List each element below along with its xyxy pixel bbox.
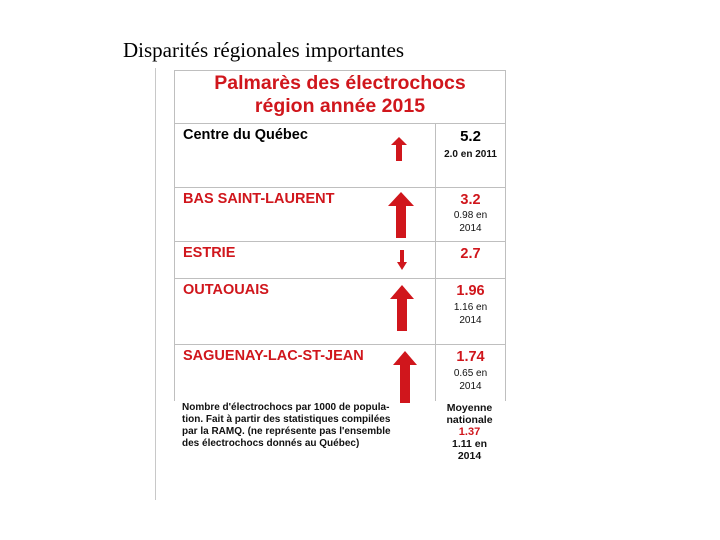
region-value: 3.2 xyxy=(460,192,481,208)
national-average-label-1: Moyenne xyxy=(446,402,493,414)
red-up-arrow-icon xyxy=(393,351,417,408)
table-row xyxy=(174,123,506,188)
red-up-arrow-icon xyxy=(388,192,414,243)
region-name: OUTAOUAIS xyxy=(183,282,269,298)
region-value: 2.7 xyxy=(460,246,481,262)
region-previous-value-line-1: 0.98 en xyxy=(453,210,488,221)
region-previous-value: 2.0 en 2011 xyxy=(444,149,497,160)
footnote-line-4: des électrochocs donnés au Québec) xyxy=(182,438,360,449)
region-previous-value-line-2: 2014 xyxy=(459,223,482,234)
footnote-line-3: par la RAMQ. (ne représente pas l'ensemble xyxy=(182,426,391,437)
left-divider-line xyxy=(155,68,156,500)
table-title-line-2: région année 2015 xyxy=(254,95,426,117)
region-name: ESTRIE xyxy=(183,245,236,261)
national-average-label-2: nationale xyxy=(446,414,493,426)
region-name: Centre du Québec xyxy=(183,127,308,143)
national-average xyxy=(435,402,504,462)
national-average-previous-2: 2014 xyxy=(457,450,482,462)
table-row xyxy=(174,344,506,401)
region-previous-value-line-1: 1.16 en xyxy=(453,302,488,313)
region-name: SAGUENAY-LAC-ST-JEAN xyxy=(183,348,364,364)
footnote xyxy=(182,402,432,450)
slide-title: Disparités régionales importantes xyxy=(123,38,405,62)
region-previous-value-line-2: 2014 xyxy=(459,315,482,326)
table-row xyxy=(174,187,506,242)
region-value: 1.74 xyxy=(456,349,485,365)
table-row xyxy=(174,241,506,279)
table-title xyxy=(174,72,506,118)
national-average-previous-1: 1.11 en xyxy=(451,438,488,450)
region-previous-value-line-1: 0.65 en xyxy=(453,368,488,379)
red-down-arrow-icon xyxy=(397,250,407,275)
region-previous-value-line-2: 2014 xyxy=(459,381,482,392)
red-up-arrow-icon xyxy=(391,137,407,166)
national-average-value: 1.37 xyxy=(458,426,481,438)
table-row xyxy=(174,278,506,345)
footnote-line-2: tion. Fait à partir des statistiques compilées xyxy=(182,414,391,425)
table-title-line-1: Palmarès des électrochocs xyxy=(214,72,466,94)
region-value: 1.96 xyxy=(456,283,485,299)
ranking-table-image xyxy=(174,70,506,476)
region-name: BAS SAINT-LAURENT xyxy=(183,191,335,207)
region-value: 5.2 xyxy=(460,128,481,145)
red-up-arrow-icon xyxy=(390,285,414,336)
footnote-line-1: Nombre d'électrochocs par 1000 de popula- xyxy=(182,402,390,413)
